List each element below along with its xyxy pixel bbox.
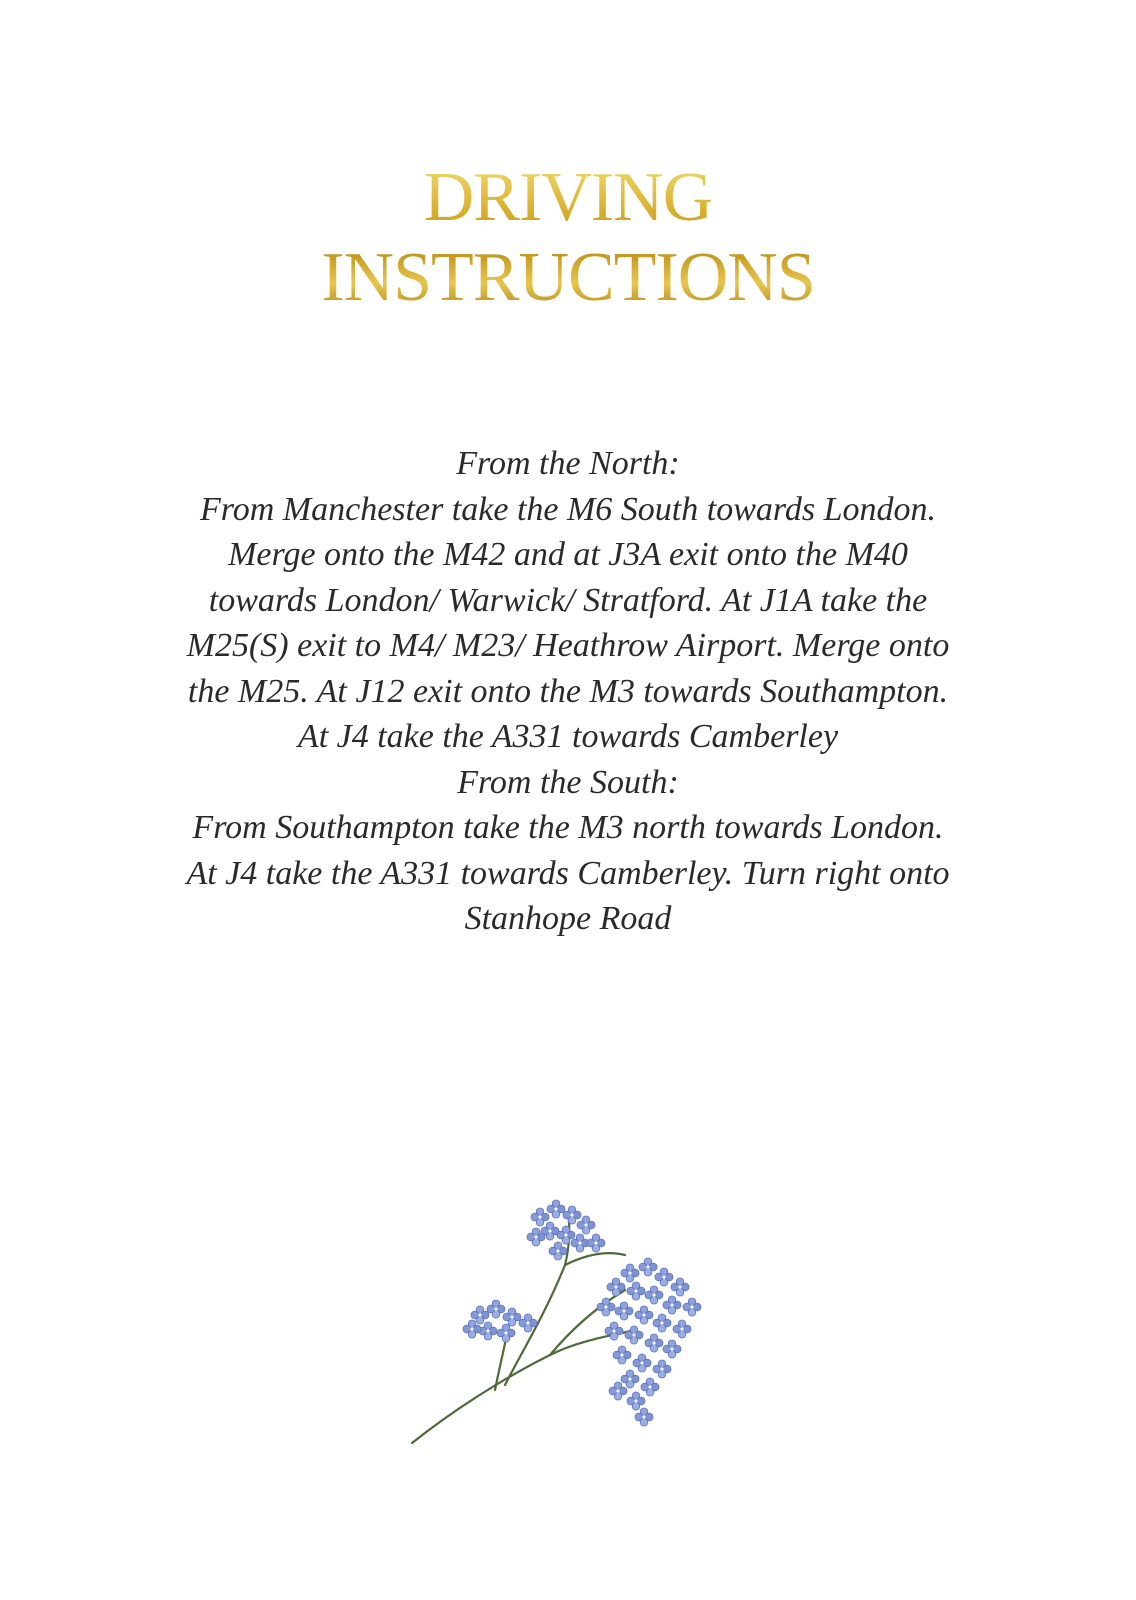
direction-line: From Manchester take the M6 South towards London.: [200, 490, 936, 528]
title-line-2: INSTRUCTIONS: [321, 239, 815, 316]
direction-line: towards London/ Warwick/ Stratford. At J1A take the: [208, 581, 928, 619]
blue-flower-sprig-icon: [400, 1195, 740, 1465]
directions-text: [130, 441, 1006, 942]
direction-line: the M25. At J12 exit onto the M3 towards Southampton.: [187, 672, 949, 710]
direction-line: From Southampton take the M3 north towards London.: [192, 809, 944, 846]
title-line-1: DRIVING: [423, 159, 713, 236]
direction-line: At J4 take the A331 towards Camberley: [297, 718, 839, 755]
direction-line: At J4 take the A331 towards Camberley. Turn right onto: [186, 854, 950, 892]
north-heading: From the North:: [456, 445, 680, 482]
direction-line: Merge onto the M42 and at J3A exit onto the M40: [228, 536, 908, 573]
south-heading: From the South:: [457, 763, 679, 801]
direction-line: Stanhope Road: [464, 900, 672, 937]
direction-line: M25(S) exit to M4/ M23/ Heathrow Airport. Merge onto: [186, 627, 950, 664]
page-title: [0, 158, 1136, 318]
